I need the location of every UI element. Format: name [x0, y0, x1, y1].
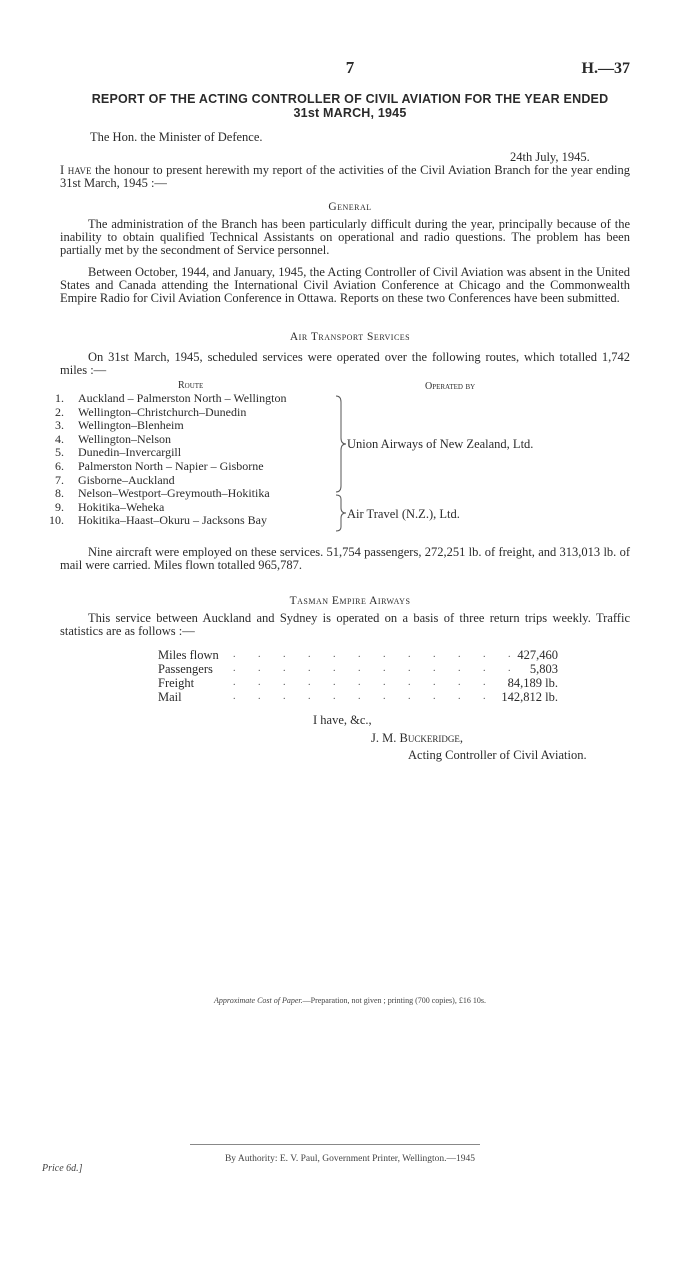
- general-paragraph-2: Between October, 1944, and January, 1945, the Acting Controller of Civil Aviation was absent in the United States and Canada attending the International Civil Aviation Conference at Chicago and the Commonwealth Empire Radio for Civil Aviation Conference in Ottawa. Reports on these two Conferences have been submitted.: [60, 265, 630, 305]
- signatory-title: Acting Controller of Civil Aviation.: [408, 748, 587, 762]
- route-item: [30, 419, 286, 433]
- stat-label: Passengers: [158, 662, 213, 676]
- cost-footnote-text: —Preparation, not given ; printing (700 copies), £16 10s.: [302, 996, 486, 1005]
- stat-value: 427,460: [517, 648, 558, 662]
- stat-row-freight: [158, 676, 558, 690]
- route-name: Nelson–Westport–Greymouth–Hokitika: [78, 486, 270, 501]
- route-name: Hokitika–Haast–Okuru – Jacksons Bay: [78, 513, 267, 528]
- operator-union-airways: Union Airways of New Zealand, Ltd.: [347, 437, 534, 451]
- footer-rule: [190, 1144, 480, 1145]
- cost-footnote-italic: Approximate Cost of Paper.: [214, 996, 303, 1005]
- leader-dots: . . . . . . . . . . . .: [233, 677, 521, 688]
- stat-value: 84,189 lb.: [507, 676, 558, 690]
- stat-label: Miles flown: [158, 648, 219, 662]
- route-item: [30, 406, 286, 420]
- route-number: 4.: [55, 431, 64, 446]
- title-line-1: REPORT OF THE ACTING CONTROLLER OF CIVIL AVIATION FOR THE YEAR ENDED: [91, 92, 609, 106]
- general-paragraph-1: The administration of the Branch has been particularly difficult during the year, principally because of the inability to obtain qualified Technical Assistants on operational and radio questions. The problem has been partially met by the secondment of Service personnel.: [60, 217, 630, 257]
- route-name: Hokitika–Weheka: [78, 499, 165, 514]
- brace-icon-union: [334, 394, 348, 494]
- report-title: [50, 92, 650, 120]
- route-name: Gisborne–Auckland: [78, 472, 175, 487]
- route-name: Palmerston North – Napier – Gisborne: [78, 458, 264, 473]
- addressee: The Hon. the Minister of Defence.: [90, 130, 263, 144]
- section-heading-general: General: [328, 201, 372, 213]
- route-item: [30, 460, 286, 474]
- route-number: 3.: [55, 418, 64, 433]
- operated-by-column-header: Operated by: [425, 381, 476, 392]
- route-item: [30, 487, 286, 501]
- cost-footnote: [0, 996, 700, 1005]
- route-name: Dunedin–Invercargill: [78, 445, 182, 460]
- route-name: Wellington–Christchurch–Dunedin: [78, 404, 247, 419]
- section-heading-air-transport: Air Transport Services: [289, 331, 411, 343]
- route-column-header: Route: [178, 380, 204, 391]
- price-note: Price 6d.]: [42, 1163, 83, 1174]
- signatory-name: [371, 731, 463, 746]
- route-item: [30, 474, 286, 488]
- letter-date: 24th July, 1945.: [510, 150, 590, 164]
- route-name: Wellington–Blenheim: [78, 418, 184, 433]
- page-number: 7: [345, 58, 355, 77]
- route-item: [30, 446, 286, 460]
- intro-lead: I have: [60, 163, 92, 177]
- tasman-intro: This service between Auckland and Sydney is operated on a basis of three return trips weekly. Traffic statistics are as follows :—: [60, 611, 630, 638]
- air-transport-intro: On 31st March, 1945, scheduled services were operated over the following routes, which totalled 1,742 miles :—: [60, 350, 630, 377]
- section-heading-tasman: Tasman Empire Airways: [289, 595, 411, 607]
- stat-label: Mail: [158, 690, 182, 704]
- route-name: Auckland – Palmerston North – Wellington: [78, 391, 287, 405]
- title-line-2: 31st MARCH, 1945: [293, 106, 407, 120]
- stat-value: 5,803: [529, 662, 558, 676]
- brace-icon-air-travel: [334, 494, 348, 532]
- route-name: Wellington–Nelson: [78, 431, 172, 446]
- leader-dots: . . . . . . . . . . . .: [233, 649, 521, 660]
- traffic-statistics: [158, 648, 558, 704]
- stat-row-passengers: [158, 662, 558, 676]
- leader-dots: . . . . . . . . . . . .: [233, 663, 521, 674]
- route-list: [30, 392, 286, 528]
- route-number: 6.: [55, 458, 64, 473]
- route-number: 7.: [55, 472, 64, 487]
- route-item: [30, 392, 286, 406]
- stat-row-miles: [158, 648, 558, 662]
- route-number: 10.: [49, 513, 64, 528]
- document-reference: H.—37: [581, 60, 630, 77]
- route-number: 1.: [55, 391, 64, 405]
- intro-paragraph: [60, 164, 630, 190]
- stat-row-mail: [158, 690, 558, 704]
- route-number: 8.: [55, 486, 64, 501]
- stat-label: Freight: [158, 676, 195, 690]
- route-number: 5.: [55, 445, 64, 460]
- leader-dots: . . . . . . . . . . . .: [233, 691, 521, 702]
- printer-imprint: By Authority: E. V. Paul, Government Printer, Wellington.—1945: [224, 1154, 476, 1164]
- route-item: [30, 433, 286, 447]
- intro-text: the honour to present herewith my report of the activities of the Civil Aviation Branch for the year ending 31st March, 1945 :—: [60, 163, 630, 190]
- route-item: [30, 501, 286, 515]
- air-transport-summary: Nine aircraft were employed on these services. 51,754 passengers, 272,251 lb. of freight, and 313,013 lb. of mail were carried. Miles flown totalled 965,787.: [60, 545, 630, 572]
- signatory-name-text: J. M. Buckeridge,: [371, 731, 463, 745]
- stat-value: 142,812 lb.: [501, 690, 558, 704]
- route-item: [30, 514, 286, 528]
- route-number: 2.: [55, 404, 64, 419]
- route-number: 9.: [55, 499, 64, 514]
- operator-air-travel: Air Travel (N.Z.), Ltd.: [347, 507, 460, 521]
- closing-line: I have, &c.,: [313, 713, 372, 727]
